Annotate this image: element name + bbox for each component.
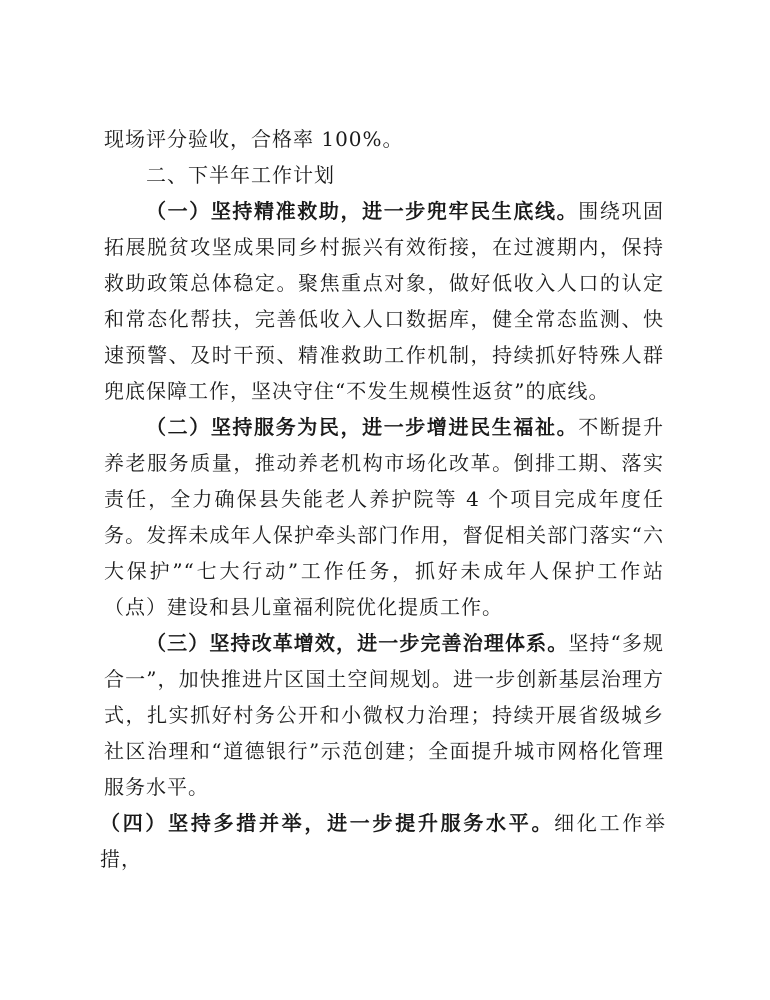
item-3-heading: （三）坚持改革增效，进一步完善治理体系。 <box>146 631 569 655</box>
paragraph-item-3 <box>104 625 664 805</box>
section-heading: 二、下半年工作计划 <box>146 163 335 187</box>
paragraph-item-4 <box>100 805 666 877</box>
item-4-heading: （四）坚持多措并举，进一步提升服务水平。 <box>100 811 555 835</box>
continued-text: 现场评分验收，合格率 100%。 <box>104 127 404 151</box>
paragraph-item-1 <box>104 193 664 409</box>
item-2-heading: （二）坚持服务为民，进一步增进民生福祉。 <box>146 415 579 439</box>
item-3-body: 坚持“多规合一”，加快推进片区国土空间规划。进一步创新基层治理方式，扎实抓好村务公开和小微权力治理；持续开展省级城乡社区治理和“道德银行”示范创建；全面提升城市网格化管理服务水平。 <box>104 631 664 799</box>
item-2-body: 不断提升养老服务质量，推动养老机构市场化改革。倒排工期、落实责任，全力确保县失能老人养护院等 4 个项目完成年度任务。发挥未成年人保护牵头部门作用，督促相关部门落实“六大保护”“七大行动”工作任务，抓好未成年人保护工作站（点）建设和县儿童福利院优化提质工作。 <box>104 415 665 619</box>
paragraph-item-2 <box>104 409 664 625</box>
continued-paragraph <box>104 121 664 157</box>
item-4-body: 细化工作举措， <box>100 811 667 871</box>
item-1-heading: （一）坚持精准救助，进一步兜牢民生底线。 <box>146 199 579 223</box>
item-1-body: 围绕巩固拓展脱贫攻坚成果同乡村振兴有效衔接，在过渡期内，保持救助政策总体稳定。聚焦重点对象，做好低收入人口的认定和常态化帮扶，完善低收入人口数据库，健全常态监测、快速预警、及时干预、精准救助工作机制，持续抓好特殊人群兜底保障工作，坚决守住“不发生规模性返贫”的底线。 <box>104 199 665 403</box>
